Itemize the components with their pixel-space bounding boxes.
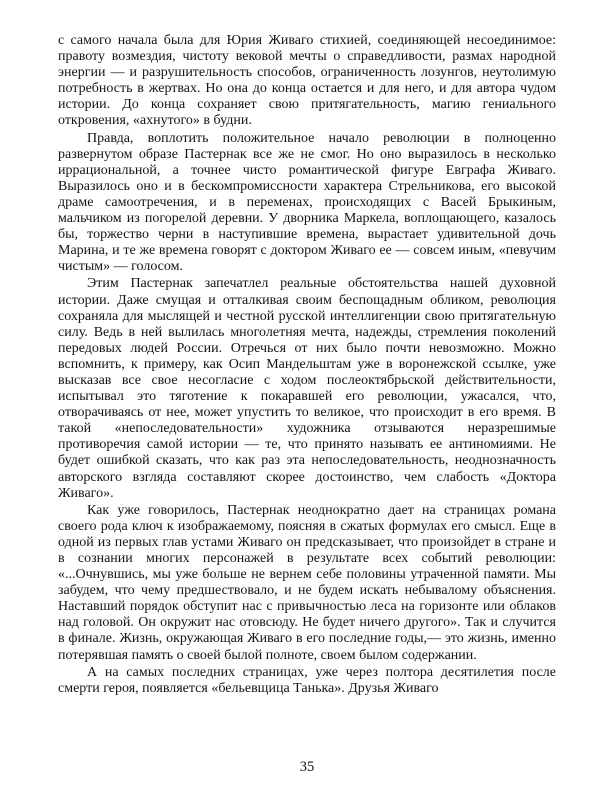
paragraph-4: Как уже говорилось, Пастернак неоднократно дает на страницах романа своего рода ключ к изображаемому, поясняя в сжатых формулах его смысл. Еще в одной из первых глав устами Живаго он предсказывает, что произойдет в стране и в сознании многих персонажей в результате всех событий революции: «...Очнувшись, мы уже больше не вернем себе половины утраченной памяти. Мы забудем, что чему предшествовало, и не будем искать небывалому объяснения. Наставший порядок обступит нас с привычностью леса на горизонте или облаков над головой. Он окружит нас отовсюду. Не будет ничего другого». Так и случится в финале. Жизнь, окружающая Живаго в его последние годы,— это жизнь, именно потерявшая память о своей былой полноте, своем былом содержании. <box>58 502 556 663</box>
paragraph-3: Этим Пастернак запечатлел реальные обстоятельства нашей духовной истории. Даже смущая и отталкивая своим беспощадным обликом, революция сохраняла для мыслящей и честной русской интеллигенции свою притягательную силу. Ведь в ней вылилась многолетняя мечта, надежды, стремления поколений передовых людей России. Отречься от них было почти невозможно. Можно вспомнить, к примеру, как Осип Мандельштам уже в воронежской ссылке, уже высказав все свое несогласие с ходом послеоктябрьской действительности, испытывал это тяготение к покаравшей его революции, ужасался, что, отворачиваясь от нее, может упустить то великое, что происходит в его время. В такой «непоследовательности» художника отзываются неразрешимые противоречия самой истории — те, что принято называть ее антиномиями. Не будет ошибкой сказать, что как раз эта непоследовательность, неоднозначность авторского взгляда составляют скорее достоинство, чем слабость «Доктора Живаго». <box>58 276 556 501</box>
page-number: 35 <box>299 759 315 775</box>
paragraph-2: Правда, воплотить положительное начало революции в полноценно развернутом образе Пастернак все же не смог. Но оно выразилось в несколько иррациональной, а точнее чисто романтической фигуре Евграфа Живаго. Выразилось оно и в бескомпромиссности характера Стрельникова, его высокой драме самоотречения, и в переменах, происходящих с Васей Брыкиным, мальчиком из погорелой деревни. У дворника Маркела, воплощающего, казалось бы, торжество черни в наступившие времена, вырастает удивительной дочь Марина, и те же времена говорят с доктором Живаго ее — совсем иным, «певучим чистым» — голосом. <box>58 130 556 275</box>
paragraph-1: с самого начала была для Юрия Живаго стихией, соединяющей несоединимое: правоту возмездия, чистоту вековой мечты о справедливости, размах народной энергии — и разрушительность способов, ограниченность лозунгов, неутолимую потребность в жертвах. Но она до конца остается и для него, и для автора чудом истории. До конца сохраняет свою притягательность, магию гениального откровения, «ахнутого» в будни. <box>58 33 556 129</box>
paragraph-5: А на самых последних страницах, уже через полтора десятилетия после смерти героя, появляется «бельевщица Танька». Друзья Живаго <box>58 664 556 696</box>
page-text-column <box>58 33 556 697</box>
